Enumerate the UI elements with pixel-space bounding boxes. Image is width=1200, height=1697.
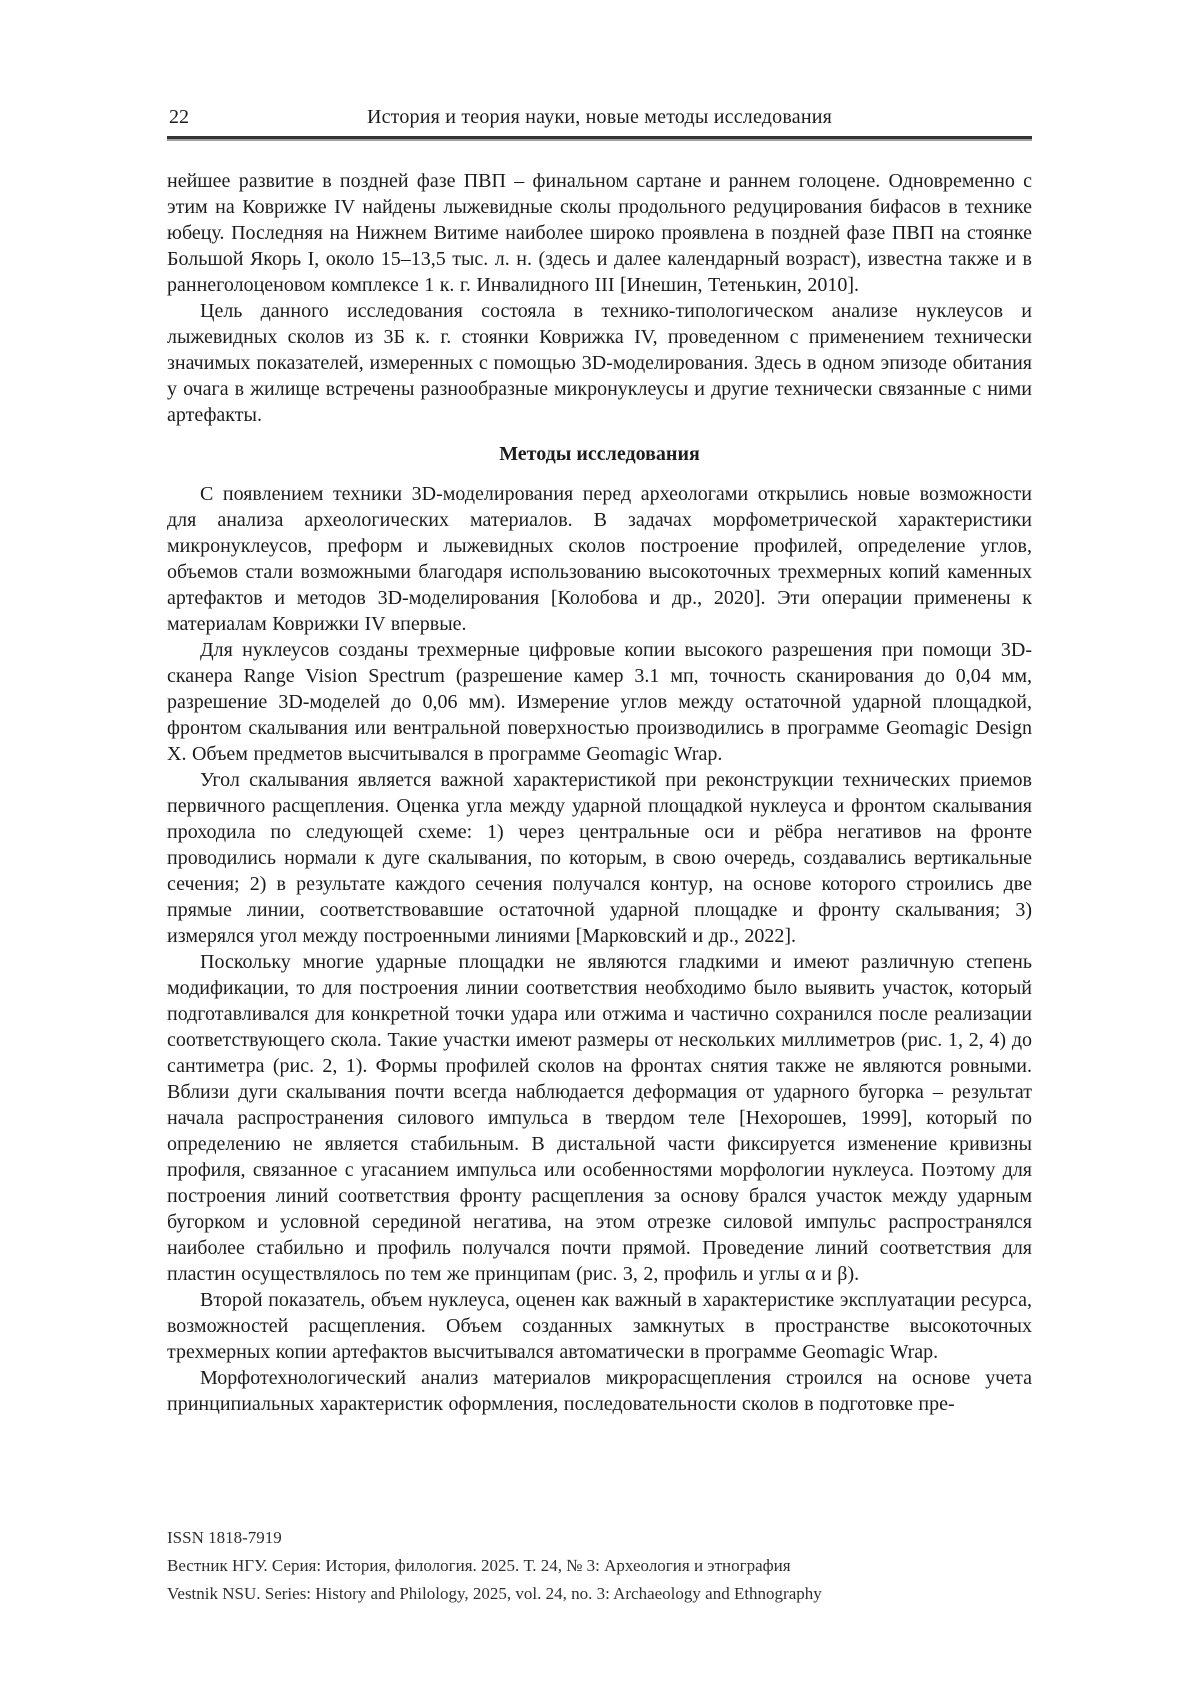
header-rule-light-line — [167, 139, 1032, 141]
body-paragraph-aim: Цель данного исследования состояла в технико-типологическом анализе нуклеусов и лыжевидных сколов из 3Б к. г. стоянки Коврижка IV, проведенном с применением технически значимых показателей, измеренных с помощью 3D-моделирования. Здесь в одном эпизоде обитания у очага в жилище встречены разнообразные микронуклеусы и другие технически связанные с ними артефакты. — [167, 300, 1032, 426]
footer-issn: ISSN 1818-7919 — [167, 1528, 282, 1547]
journal-page — [167, 0, 1032, 1697]
page-header — [167, 104, 1032, 130]
body-paragraph-continuation: нейшее развитие в поздней фазе ПВП – финальном сартане и раннем голоцене. Одновременно с этим на Коврижке IV найдены лыжевидные сколы продольного редуцирования бифасов в технике юбецу. Последняя на Нижнем Витиме наиболее широко проявлена в поздней фазе ПВП на стоянке Большой Якорь I, около 15–13,5 тыс. л. н. (здесь и далее календарный возраст), известна также и в раннеголоценовом комплексе 1 к. г. Инвалидного III [Инешин, Тетенькин, 2010]. — [167, 170, 1032, 296]
body-paragraph-angle-scheme: Угол скалывания является важной характеристикой при реконструкции технических приемов первичного расщепления. Оценка угла между ударной площадкой нуклеуса и фронтом скалывания проходила по следующей схеме: 1) через центральные оси и рёбра негативов на фронте проводились нормали к дуге скалывания, по которым, в свою очередь, создавались вертикальные сечения; 2) в результате каждого сечения получался контур, на основе которого строились две прямые линии, соответствовавшие остаточной ударной площадке и фронту скалывания; 3) измерялся угол между построенными линиями [Марковский и др., 2022]. — [167, 769, 1032, 947]
page-footer — [167, 1524, 1032, 1608]
footer-citation-ru: Вестник НГУ. Серия: История, филология. 2025. Т. 24, № 3: Археология и этнография — [167, 1556, 791, 1575]
body-paragraph-morphotech: Морфотехнологический анализ материалов микрорасщепления строился на основе учета принципиальных характеристик оформления, последовательности сколов в подготовке пре- — [167, 1367, 1032, 1415]
section-heading-methods: Методы исследования — [499, 443, 700, 465]
body-paragraph-3d-intro: С появлением техники 3D-моделирования перед археологами открылись новые возможности для анализа археологических материалов. В задачах морфометрической характеристики микронуклеусов, преформ и лыжевидных сколов построение профилей, определение углов, объемов стали возможными благодаря использованию высокоточных трехмерных копий каменных артефактов и методов 3D-моделирования [Колобова и др., 2020]. Эти операции применены к материалам Коврижки IV впервые. — [167, 483, 1032, 635]
body-paragraph-platforms: Поскольку многие ударные площадки не являются гладкими и имеют различную степень модификации, то для построения линии соответствия необходимо было выявить участок, который подготавливался для конкретной точки удара или отжима и частично сохранился после реализации соответствующего скола. Такие участки имеют размеры от нескольких миллиметров (рис. 1, 2, 4) до сантиметра (рис. 2, 1). Формы профилей сколов на фронтах снятия также не являются ровными. Вблизи дуги скалывания почти всегда наблюдается деформация от ударного бугорка – результат начала распространения силового импульса в твердом теле [Нехорошев, 1999], который по определению не является стабильным. В дистальной части фиксируется изменение кривизны профиля, связанное с угасанием импульса или особенностями морфологии нуклеуса. Поэтому для построения линий соответствия фронту расщепления за основу брался участок между ударным бугорком и условной серединой негатива, на этом отрезке силовой импульс распространялся наиболее стабильно и профиль получался почти прямой. Проведение линий соответствия для пластин осуществлялось по тем же принципам (рис. 3, 2, профиль и углы α и β). — [167, 951, 1032, 1285]
header-rule — [167, 136, 1032, 142]
footer-citation-en: Vestnik NSU. Series: History and Philology, 2025, vol. 24, no. 3: Archaeology and Ethnography — [167, 1584, 822, 1603]
page-number: 22 — [169, 106, 189, 128]
running-title: История и теория науки, новые методы исследования — [366, 106, 833, 128]
body-paragraph-scanner: Для нуклеусов созданы трехмерные цифровые копии высокого разрешения при помощи 3D-сканера Range Vision Spectrum (разрешение камер 3.1 мп, точность сканирования до 0,04 мм, разрешение 3D-моделей до 0,06 мм). Измерение углов между остаточной ударной площадкой, фронтом скалывания или вентральной поверхностью производились в программе Geomagic Design X. Объем предметов высчитывался в программе Geomagic Wrap. — [167, 639, 1032, 765]
article-body — [167, 168, 1032, 1417]
body-paragraph-volume: Второй показатель, объем нуклеуса, оценен как важный в характеристике эксплуатации ресурса, возможностей расщепления. Объем созданных замкнутых в пространстве высокоточных трехмерных копии артефактов высчитывался автоматически в программе Geomagic Wrap. — [167, 1289, 1032, 1363]
